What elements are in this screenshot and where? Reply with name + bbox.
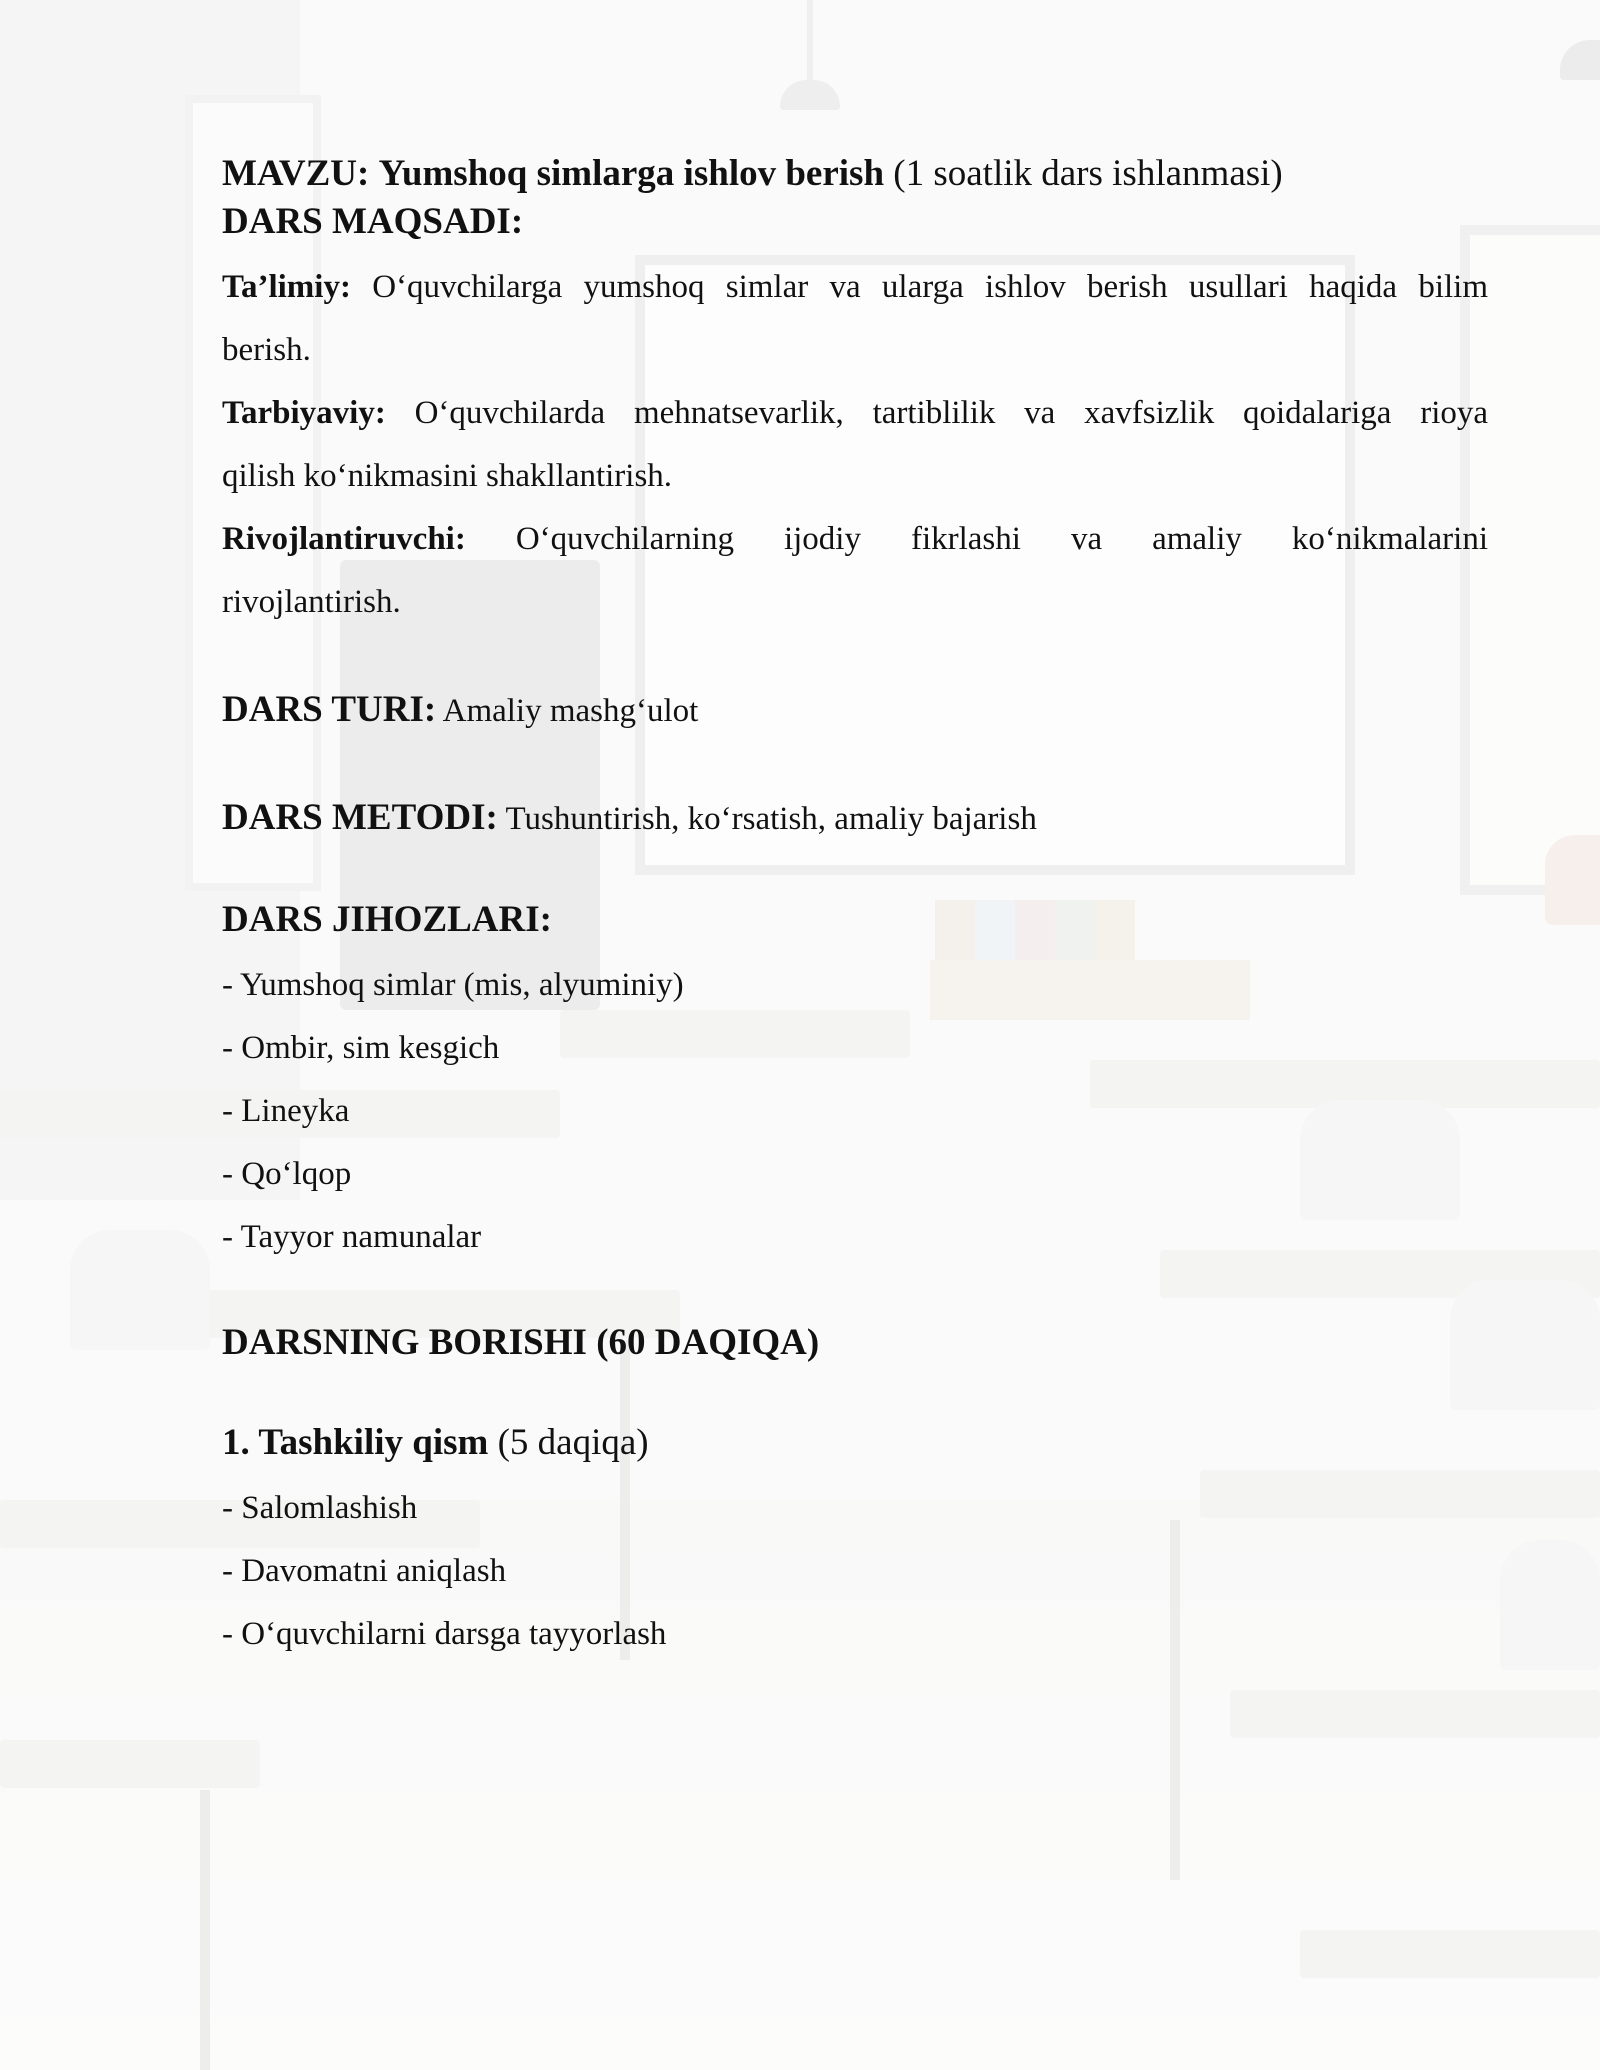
goal-developmental-cont: rivojlantirish.: [222, 584, 401, 620]
title-suffix: (1 soatlik dars ishlanmasi): [893, 153, 1283, 194]
lesson-plan-document: [222, 150, 1488, 1666]
goal-developmental-text: O‘quvchilarning ijodiy fikrlashi va amaliy ko‘nikmalarini: [515, 521, 1489, 557]
step1-item: - Salomlashish: [222, 1490, 418, 1526]
step1-duration: (5 daqiqa): [497, 1422, 649, 1463]
step1-item: - O‘quvchilarni darsga tayyorlash: [222, 1616, 667, 1652]
lesson-method: [222, 788, 1488, 851]
goal-educational-cont: berish.: [222, 332, 311, 368]
goal-educational: [222, 256, 1488, 319]
equipment-item: - Qo‘lqop: [222, 1156, 352, 1192]
goal-developmental-label: Rivojlantiruvchi:: [222, 521, 466, 557]
lesson-method-value: Tushuntirish, ko‘rsatish, amaliy bajarish: [505, 801, 1037, 837]
goal-developmental: [222, 508, 1488, 571]
goal-upbringing: [222, 382, 1488, 445]
equipment-item: - Tayyor namunalar: [222, 1219, 482, 1255]
step1-label: 1. Tashkiliy qism: [222, 1422, 489, 1463]
equipment-item: - Yumshoq simlar (mis, alyuminiy): [222, 967, 684, 1003]
procedure-heading: DARSNING BORISHI (60 DAQIQA): [222, 1322, 820, 1363]
equipment-item: - Ombir, sim kesgich: [222, 1030, 500, 1066]
step1-item: - Davomatni aniqlash: [222, 1553, 507, 1589]
goal-educational-label: Ta’limiy:: [222, 269, 351, 305]
lesson-type-value: Amaliy mashg‘ulot: [442, 693, 699, 729]
goal-upbringing-cont: qilish ko‘nikmasini shakllantirish.: [222, 458, 673, 494]
title-label: MAVZU:: [222, 153, 370, 194]
goal-upbringing-label: Tarbiyaviy:: [222, 395, 386, 431]
lesson-type: [222, 680, 1488, 743]
lesson-type-label: DARS TURI:: [222, 689, 437, 730]
step1-title: [222, 1419, 1488, 1467]
equipment-heading: DARS JIHOZLARI:: [222, 899, 552, 940]
equipment-item: - Lineyka: [222, 1093, 350, 1129]
title-topic: Yumshoq simlarga ishlov berish: [378, 153, 885, 194]
goals-heading: DARS MAQSADI:: [222, 201, 524, 242]
goal-upbringing-text: O‘quvchilarda mehnatsevarlik, tartiblilik va xavfsizlik qoidalariga rioya: [414, 395, 1489, 431]
goal-educational-text: O‘quvchilarga yumshoq simlar va ularga ishlov berish usullari haqida bilim: [372, 269, 1489, 305]
document-title: [222, 150, 1488, 198]
lesson-method-label: DARS METODI:: [222, 797, 498, 838]
